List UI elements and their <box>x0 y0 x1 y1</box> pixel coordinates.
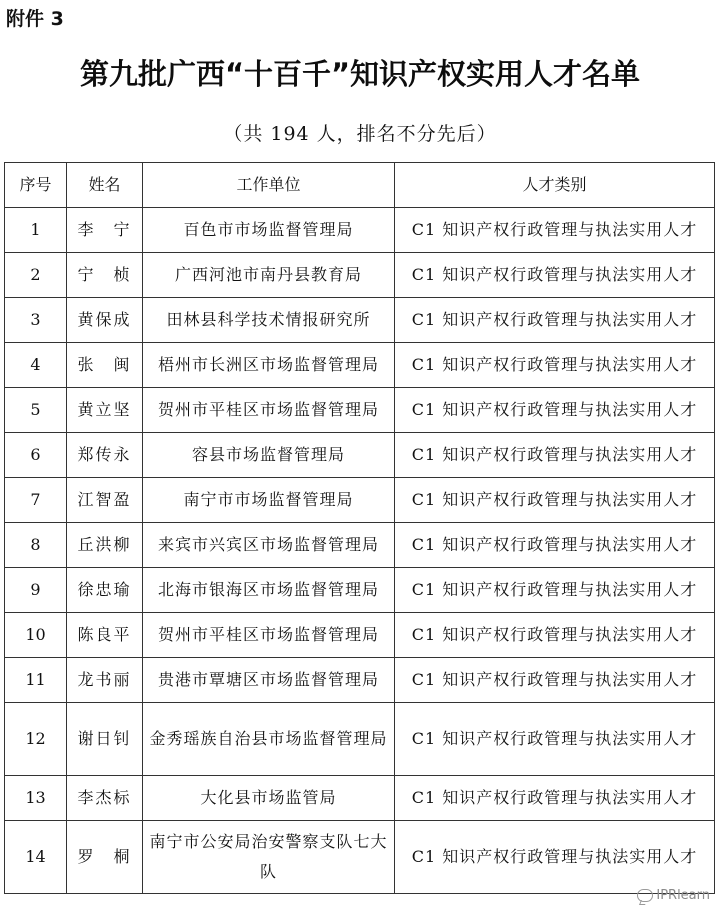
wechat-icon <box>637 889 653 902</box>
row-talent-category: C1 知识产权行政管理与执法实用人才 <box>395 523 715 568</box>
row-work-unit: 贵港市覃塘区市场监督管理局 <box>143 658 395 703</box>
row-work-unit: 来宾市兴宾区市场监督管理局 <box>143 523 395 568</box>
row-talent-category: C1 知识产权行政管理与执法实用人才 <box>395 433 715 478</box>
row-talent-category: C1 知识产权行政管理与执法实用人才 <box>395 208 715 253</box>
table-row <box>5 658 715 703</box>
row-number: 6 <box>5 433 67 478</box>
row-number: 2 <box>5 253 67 298</box>
row-number: 7 <box>5 478 67 523</box>
row-name: 罗 桐 <box>67 821 143 894</box>
row-name: 黄保成 <box>67 298 143 343</box>
row-work-unit: 金秀瑶族自治县市场监督管理局 <box>143 703 395 776</box>
row-name: 谢日钊 <box>67 703 143 776</box>
row-talent-category: C1 知识产权行政管理与执法实用人才 <box>395 703 715 776</box>
table-row <box>5 821 715 894</box>
row-work-unit: 田林县科学技术情报研究所 <box>143 298 395 343</box>
table-row <box>5 298 715 343</box>
row-name: 龙书丽 <box>67 658 143 703</box>
row-number: 1 <box>5 208 67 253</box>
row-work-unit: 容县市场监督管理局 <box>143 433 395 478</box>
watermark-text: IPRlearn <box>656 888 710 903</box>
table-row <box>5 613 715 658</box>
row-talent-category: C1 知识产权行政管理与执法实用人才 <box>395 821 715 894</box>
table-row <box>5 388 715 433</box>
row-number: 14 <box>5 821 67 894</box>
row-talent-category: C1 知识产权行政管理与执法实用人才 <box>395 478 715 523</box>
row-number: 12 <box>5 703 67 776</box>
row-work-unit: 广西河池市南丹县教育局 <box>143 253 395 298</box>
row-name: 李 宁 <box>67 208 143 253</box>
header-talent-category: 人才类别 <box>395 163 715 208</box>
document-subtitle: （共 194 人，排名不分先后） <box>223 123 497 145</box>
table-row <box>5 433 715 478</box>
header-number: 序号 <box>5 163 67 208</box>
header-work-unit: 工作单位 <box>143 163 395 208</box>
row-talent-category: C1 知识产权行政管理与执法实用人才 <box>395 613 715 658</box>
row-number: 4 <box>5 343 67 388</box>
header-name: 姓名 <box>67 163 143 208</box>
watermark <box>637 888 710 903</box>
row-name: 李杰标 <box>67 776 143 821</box>
row-work-unit: 大化县市场监管局 <box>143 776 395 821</box>
table-row <box>5 208 715 253</box>
row-number: 5 <box>5 388 67 433</box>
row-work-unit: 贺州市平桂区市场监督管理局 <box>143 388 395 433</box>
row-name: 张 闽 <box>67 343 143 388</box>
row-work-unit: 贺州市平桂区市场监督管理局 <box>143 613 395 658</box>
row-talent-category: C1 知识产权行政管理与执法实用人才 <box>395 298 715 343</box>
row-work-unit: 百色市市场监督管理局 <box>143 208 395 253</box>
row-number: 3 <box>5 298 67 343</box>
talent-roster-table <box>4 162 715 894</box>
row-talent-category: C1 知识产权行政管理与执法实用人才 <box>395 776 715 821</box>
row-name: 丘洪柳 <box>67 523 143 568</box>
row-talent-category: C1 知识产权行政管理与执法实用人才 <box>395 253 715 298</box>
table-row <box>5 523 715 568</box>
table-row <box>5 253 715 298</box>
row-name: 陈良平 <box>67 613 143 658</box>
row-number: 11 <box>5 658 67 703</box>
row-number: 10 <box>5 613 67 658</box>
row-name: 江智盈 <box>67 478 143 523</box>
row-work-unit: 北海市银海区市场监督管理局 <box>143 568 395 613</box>
row-name: 郑传永 <box>67 433 143 478</box>
document-title: 第九批广西“十百千”知识产权实用人才名单 <box>79 57 641 91</box>
row-talent-category: C1 知识产权行政管理与执法实用人才 <box>395 388 715 433</box>
table-row <box>5 776 715 821</box>
row-talent-category: C1 知识产权行政管理与执法实用人才 <box>395 658 715 703</box>
row-work-unit: 南宁市市场监督管理局 <box>143 478 395 523</box>
row-talent-category: C1 知识产权行政管理与执法实用人才 <box>395 343 715 388</box>
table-header-row <box>5 163 715 208</box>
table-row <box>5 343 715 388</box>
table-row <box>5 568 715 613</box>
row-name: 黄立坚 <box>67 388 143 433</box>
row-talent-category: C1 知识产权行政管理与执法实用人才 <box>395 568 715 613</box>
row-number: 13 <box>5 776 67 821</box>
attachment-label: 附件 3 <box>6 8 64 30</box>
table-row <box>5 703 715 776</box>
row-work-unit: 南宁市公安局治安警察支队七大队 <box>143 821 395 894</box>
table-row <box>5 478 715 523</box>
row-name: 宁 桢 <box>67 253 143 298</box>
row-work-unit: 梧州市长洲区市场监督管理局 <box>143 343 395 388</box>
row-number: 8 <box>5 523 67 568</box>
row-name: 徐忠瑜 <box>67 568 143 613</box>
row-number: 9 <box>5 568 67 613</box>
